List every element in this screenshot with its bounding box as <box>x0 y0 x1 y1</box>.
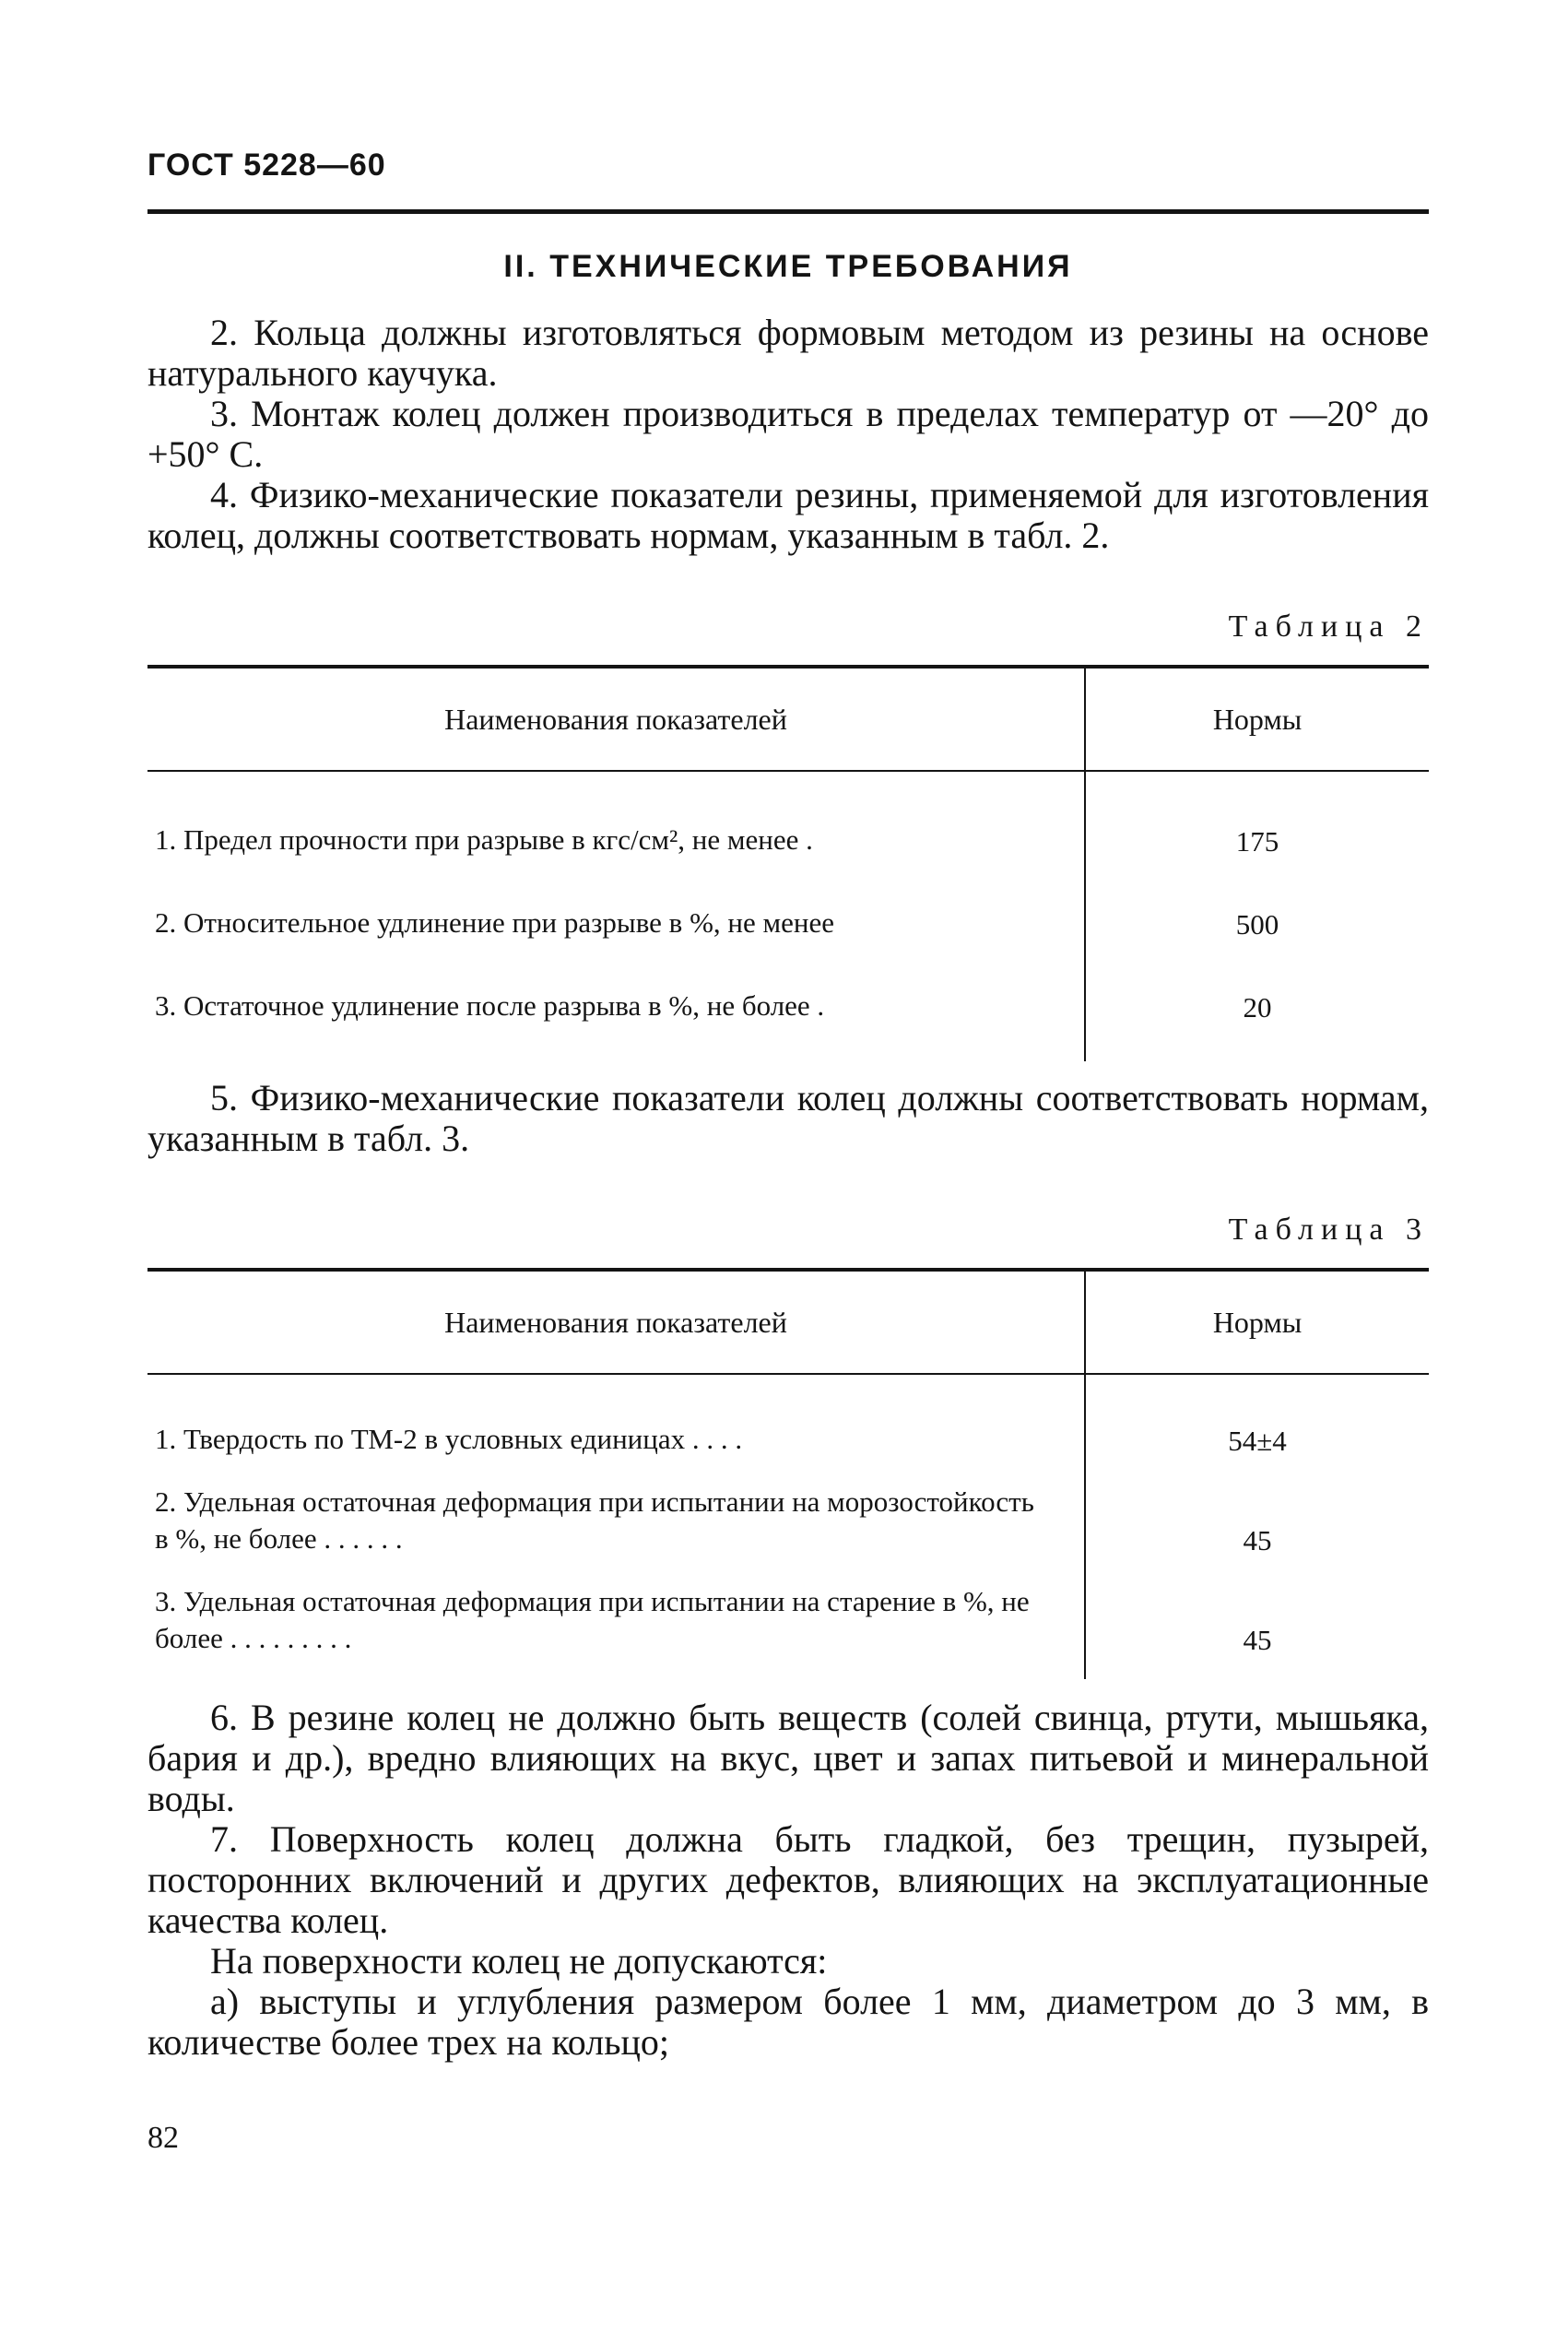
table2-row2-name: 2. Относительное удлинение при разрыве в %, не менее <box>147 858 1085 941</box>
paragraph-5: 5. Физико-механические показатели колец должны соответствовать нормам, указанным в табл. 3. <box>147 1077 1429 1159</box>
paragraph-surface-note: На поверхности колец не допускаются: <box>210 1940 828 1982</box>
table2-row2-value: 500 <box>1235 908 1279 941</box>
standard-code: ГОСТ 5228—60 <box>147 148 386 183</box>
table2-row1-value: 175 <box>1235 825 1279 858</box>
table-row <box>147 858 1429 941</box>
table2-row3-value: 20 <box>1243 991 1272 1024</box>
table-row <box>147 1458 1429 1557</box>
table-3 <box>147 1268 1429 1679</box>
paragraph-7: 7. Поверхность колец должна быть гладкой, без трещин, пузырей, посторонних включений и других дефектов, влияющих на эксплуатационные качества колец. <box>147 1818 1429 1941</box>
table3-caption: Таблица 3 <box>1228 1213 1429 1247</box>
table3-row2-value: 45 <box>1243 1524 1272 1556</box>
paragraph-4: 4. Физико-механические показатели резины, применяемой для изготовления колец, должны соответствовать нормам, указанным в табл. 2. <box>147 474 1429 556</box>
table-row <box>147 1374 1429 1458</box>
table-row <box>147 941 1429 1061</box>
table3-row3-value: 45 <box>1243 1624 1272 1656</box>
table-row <box>147 1557 1429 1679</box>
header-rule <box>147 209 1429 214</box>
table3-row2-name: 2. Удельная остаточная деформация при испытании на морозостойкость в %, не более . . . . . . <box>147 1458 1085 1557</box>
table2-header-name: Наименования показателей <box>147 667 1085 771</box>
table2-caption: Таблица 2 <box>1228 609 1429 644</box>
section-title: II. ТЕХНИЧЕСКИЕ ТРЕБОВАНИЯ <box>503 249 1073 284</box>
table2-row1-name: 1. Предел прочности при разрыве в кгс/см², не менее . <box>147 771 1085 858</box>
paragraph-item-a: а) выступы и углубления размером более 1 мм, диаметром до 3 мм, в количестве более трех на кольцо; <box>147 1981 1429 2063</box>
table3-row1-name: 1. Твердость по ТМ-2 в условных единицах . . . . <box>147 1374 1085 1458</box>
table3-row3-name: 3. Удельная остаточная деформация при испытании на старение в %, не более . . . . . . . . . <box>147 1557 1085 1679</box>
table2-row3-name: 3. Остаточное удлинение после разрыва в %, не более . <box>147 941 1085 1061</box>
document-page <box>147 138 1429 2063</box>
table2-header-value: Нормы <box>1085 667 1429 771</box>
table3-row1-value: 54±4 <box>1228 1425 1287 1457</box>
paragraph-3: 3. Монтаж колец должен производиться в пределах температур от —20° до +50° С. <box>147 393 1429 475</box>
page-number: 82 <box>147 2121 179 2155</box>
table-row <box>147 771 1429 858</box>
table-2 <box>147 665 1429 1061</box>
paragraph-2: 2. Кольца должны изготовляться формовым методом из резины на основе натурального каучука. <box>147 312 1429 394</box>
paragraph-6: 6. В резине колец не должно быть веществ (солей свинца, ртути, мышьяка, бария и др.), вредно влияющих на вкус, цвет и запах питьевой и минеральной воды. <box>147 1697 1429 1819</box>
table3-header-name: Наименования показателей <box>147 1270 1085 1374</box>
table3-header-value: Нормы <box>1085 1270 1429 1374</box>
